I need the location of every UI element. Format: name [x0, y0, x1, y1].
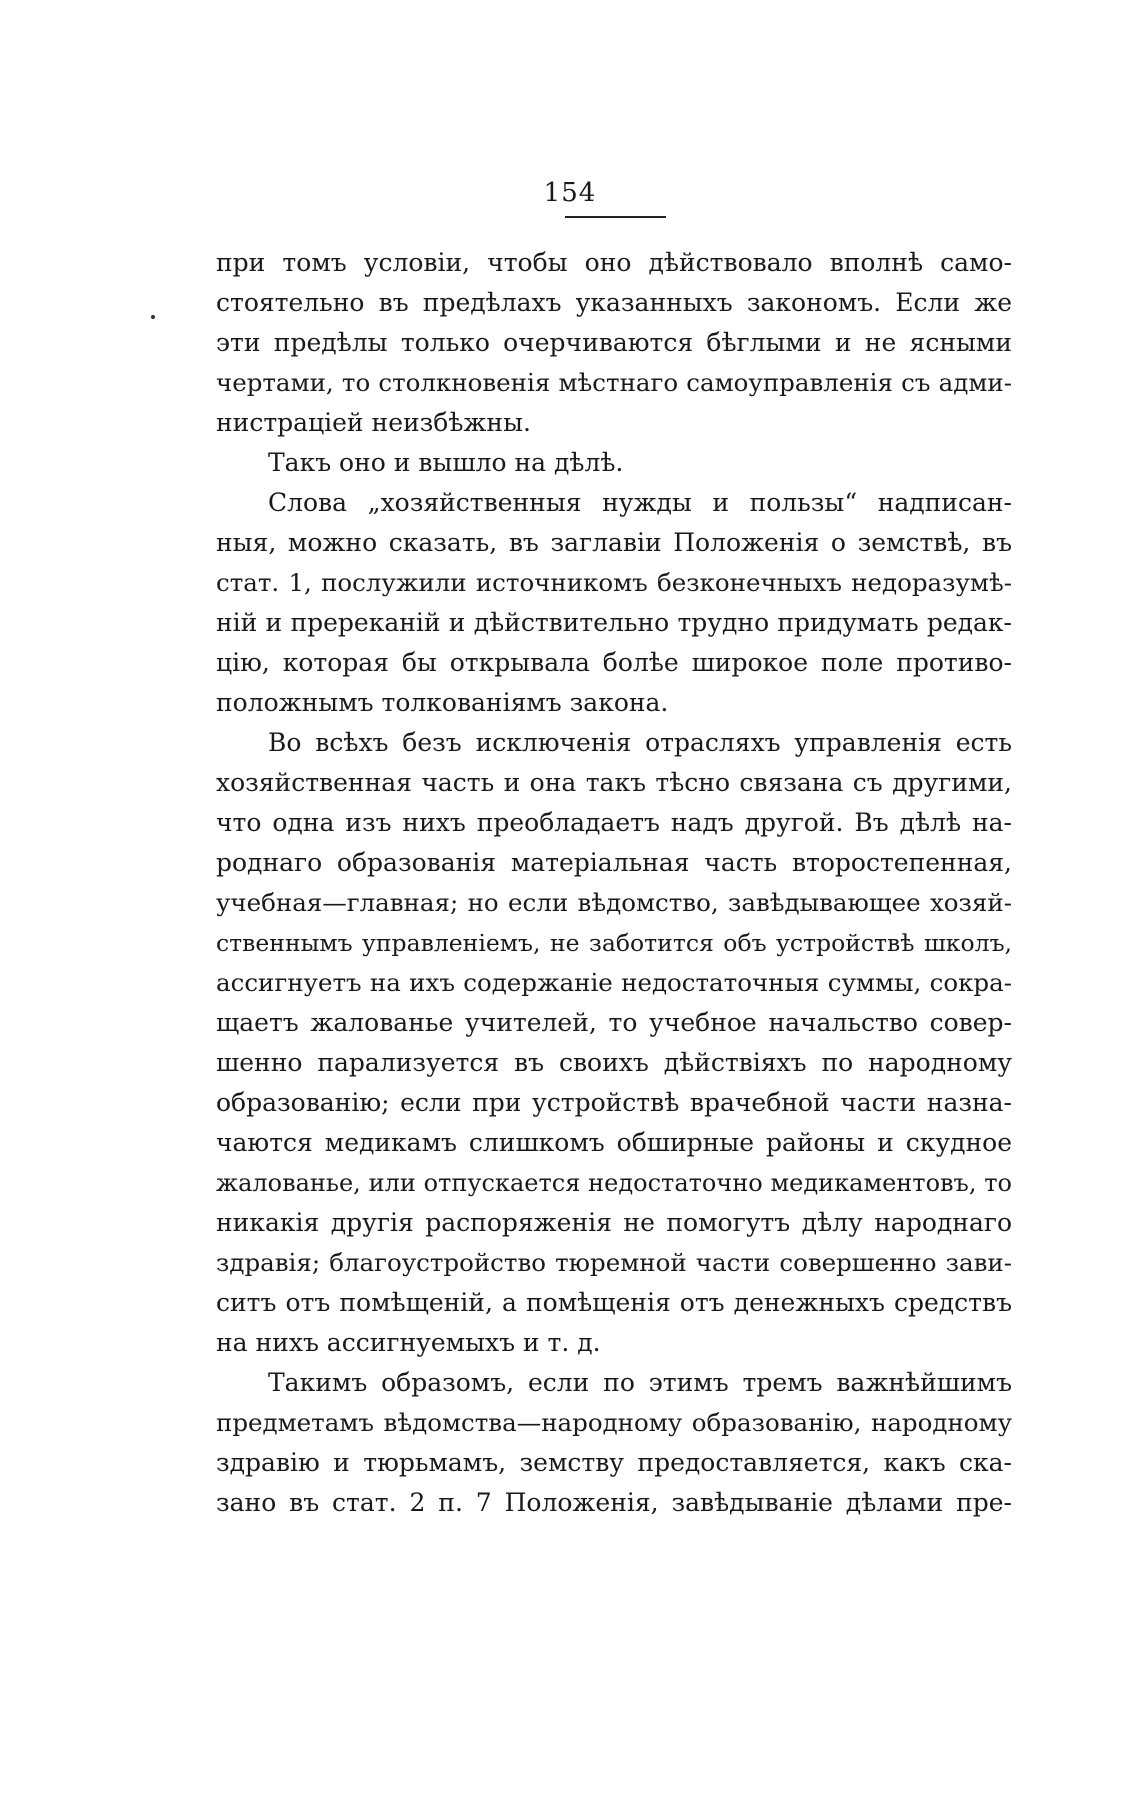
text-line: ныя, можно сказать, въ заглавіи Положенія о земствѣ, въ: [216, 528, 1012, 557]
text-line: нистраціей неизбѣжны.: [216, 408, 531, 437]
text-line: ственнымъ управленіемъ, не заботится объ устройствѣ школъ,: [216, 929, 1012, 957]
text-line: эти предѣлы только очерчиваются бѣглыми и не ясными: [216, 328, 1012, 357]
print-speck: [151, 315, 155, 319]
text-line: хозяйственная часть и она такъ тѣсно связана съ другими,: [216, 768, 1012, 797]
text-line: стат. 1, послужили источникомъ безконечныхъ недоразумѣ-: [216, 568, 1012, 597]
text-line: образованію; если при устройствѣ врачебной части назна-: [216, 1088, 1012, 1117]
text-line: при томъ условіи, чтобы оно дѣйствовало вполнѣ само-: [216, 248, 1012, 277]
text-line: зано въ стат. 2 п. 7 Положенія, завѣдываніе дѣлами пре-: [216, 1488, 1012, 1517]
text-line: щаетъ жалованье учителей, то учебное начальство совер-: [216, 1008, 1012, 1037]
text-line: ситъ отъ помѣщеній, а помѣщенія отъ денежныхъ средствъ: [216, 1288, 1012, 1317]
text-line: чертами, то столкновенія мѣстнаго самоуправленія съ адми-: [216, 368, 1012, 397]
text-line: жалованье, или отпускается недостаточно медикаментовъ, то: [216, 1169, 1012, 1197]
text-line: здравію и тюрьмамъ, земству предоставляется, какъ ска-: [216, 1448, 1012, 1477]
body-text: [216, 243, 1012, 1523]
text-line: предметамъ вѣдомства—народному образованію, народному: [216, 1408, 1012, 1437]
text-line: никакія другія распоряженія не помогутъ дѣлу народнаго: [216, 1208, 1012, 1237]
text-line: шенно парализуется въ своихъ дѣйствіяхъ по народному: [216, 1048, 1012, 1077]
text-line: ній и пререканій и дѣйствительно трудно придумать редак-: [216, 608, 1012, 637]
text-line: учебная—главная; но если вѣдомство, завѣдывающее хозяй-: [216, 888, 1012, 917]
text-line: Во всѣхъ безъ исключенія отрасляхъ управленія есть: [268, 728, 1012, 757]
text-line: Такимъ образомъ, если по этимъ тремъ важнѣйшимъ: [268, 1368, 1012, 1397]
text-line: Такъ оно и вышло на дѣлѣ.: [268, 448, 624, 477]
text-line: чаются медикамъ слишкомъ обширные районы и скудное: [216, 1128, 1012, 1157]
text-line: роднаго образованія матеріальная часть второстепенная,: [216, 848, 1012, 877]
text-line: Слова „хозяйственныя нужды и пользы“ надписан-: [268, 488, 1012, 517]
text-line: стоятельно въ предѣлахъ указанныхъ закономъ. Если же: [216, 288, 1012, 317]
text-line: что одна изъ нихъ преобладаетъ надъ другой. Въ дѣлѣ на-: [216, 808, 1012, 837]
text-line: ассигнуетъ на ихъ содержаніе недостаточныя суммы, сокра-: [216, 968, 1012, 997]
text-line: на нихъ ассигнуемыхъ и т. д.: [216, 1328, 601, 1357]
text-line: цію, которая бы открывала болѣе широкое поле противо-: [216, 648, 1012, 677]
text-line: положнымъ толкованіямъ закона.: [216, 688, 669, 717]
text-line: здравія; благоустройство тюремной части совершенно зави-: [216, 1248, 1012, 1277]
page-number: 154: [543, 178, 597, 208]
page-number-rule: [565, 216, 666, 218]
